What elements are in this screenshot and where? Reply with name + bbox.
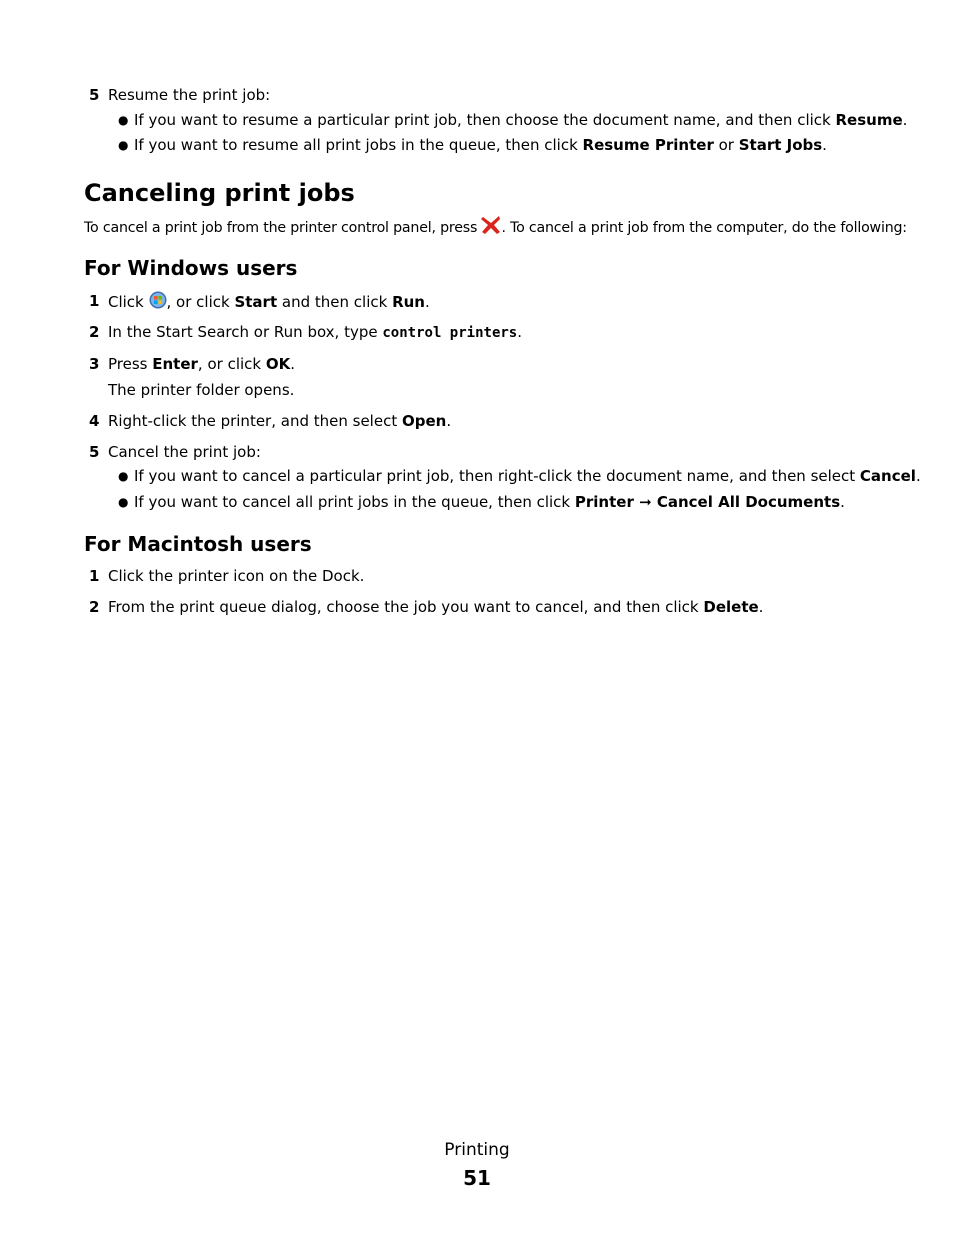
bullet-dot: ● bbox=[118, 113, 129, 127]
cancel-bullet-particular: If you want to cancel a particular print job, then right-click the document name, and then select Cancel. bbox=[134, 467, 921, 485]
command-text: control printers bbox=[382, 325, 518, 341]
windows-step1-number: 1 bbox=[89, 292, 100, 310]
windows-step5-number: 5 bbox=[89, 443, 100, 461]
resume-step-text: Resume the print job: bbox=[108, 86, 271, 104]
section-title-canceling: Canceling print jobs bbox=[84, 179, 355, 207]
windows-start-icon bbox=[149, 291, 167, 314]
windows-step3-number: 3 bbox=[89, 355, 100, 373]
windows-step1-text: Click , or click Start and then click Run. bbox=[108, 291, 430, 314]
windows-step3-result: The printer folder opens. bbox=[108, 381, 295, 399]
mac-step1-text: Click the printer icon on the Dock. bbox=[108, 567, 365, 585]
subsection-title-mac: For Macintosh users bbox=[84, 532, 312, 556]
mac-step1-number: 1 bbox=[89, 567, 100, 585]
cancel-intro: To cancel a print job from the printer control panel, press . To cancel a print job from the computer, do the following: bbox=[84, 216, 907, 240]
mac-step2-text: From the print queue dialog, choose the job you want to cancel, and then click Delete. bbox=[108, 598, 764, 616]
resume-bullet-all: If you want to resume all print jobs in the queue, then click Resume Printer or Start Jobs. bbox=[134, 136, 827, 154]
subsection-title-windows: For Windows users bbox=[84, 256, 298, 280]
page-number: 51 bbox=[463, 1166, 491, 1190]
arrow-icon: ➞ bbox=[633, 493, 657, 511]
bullet-dot: ● bbox=[118, 469, 129, 483]
resume-step-number: 5 bbox=[89, 86, 100, 104]
bullet-dot: ● bbox=[118, 138, 129, 152]
bullet-dot: ● bbox=[118, 495, 129, 509]
footer-section-name: Printing bbox=[444, 1140, 510, 1160]
windows-step2-number: 2 bbox=[89, 323, 100, 341]
windows-step3-text: Press Enter, or click OK. bbox=[108, 355, 296, 373]
resume-bullet-particular: If you want to resume a particular print job, then choose the document name, and then click Resume. bbox=[134, 111, 908, 129]
windows-step2-text: In the Start Search or Run box, type control printers. bbox=[108, 323, 523, 341]
windows-step5-text: Cancel the print job: bbox=[108, 443, 261, 461]
windows-step4-text: Right-click the printer, and then select Open. bbox=[108, 412, 452, 430]
cancel-x-icon bbox=[481, 216, 501, 240]
mac-step2-number: 2 bbox=[89, 598, 100, 616]
windows-step4-number: 4 bbox=[89, 412, 100, 430]
cancel-bullet-all: If you want to cancel all print jobs in the queue, then click Printer ➞ Cancel All Documents. bbox=[134, 493, 845, 511]
